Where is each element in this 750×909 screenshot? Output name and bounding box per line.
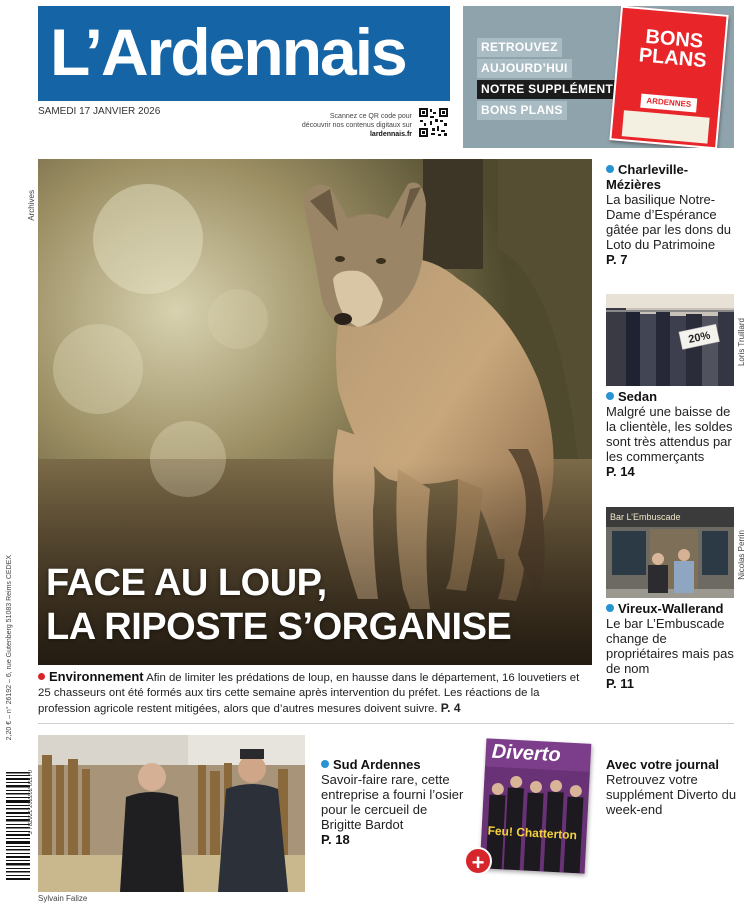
story-text: Savoir-faire rare, cette entreprise a fourni l’osier pour le cercueil de Brigitte Bardot xyxy=(321,772,464,832)
red-bullet-icon xyxy=(38,673,45,680)
story-page-ref: P. 11 xyxy=(606,676,634,691)
promo-line: RETROUVEZ xyxy=(477,38,562,57)
story-kicker-text: Sedan xyxy=(618,389,658,404)
lead-text: Afin de limiter les prédations de loup, en hausse dans le département, 16 louvetiers et 25 chasseurs ont été formés aux tirs cette semaine après intervention du préfet. Les réactions de la profession agricole restent mitigées, alors que d’autres mesures doivent suivre. xyxy=(38,672,580,715)
story-page-ref: P. 18 xyxy=(321,832,350,847)
story-kicker-text: Vireux-Wallerand xyxy=(618,601,724,616)
headline-line: LA RIPOSTE S’ORGANISE xyxy=(46,606,512,648)
blue-bullet-icon xyxy=(606,604,614,612)
bar-sign: Bar L’Embuscade xyxy=(610,512,681,522)
qr-site: lardennais.fr xyxy=(369,131,412,138)
story-text: Le bar L’Embuscade change de propriétaires mais pas de nom xyxy=(606,616,734,676)
sidebar-story-charleville[interactable] xyxy=(606,162,736,267)
barcode-number: 3 782921 202202 01170 xyxy=(28,770,34,835)
story-text: La basilique Notre-Dame d’Espérance gâtée par les dons du Loto du Patrimoine xyxy=(606,192,732,252)
band-photo xyxy=(480,766,590,873)
diverto-title: Diverto xyxy=(491,740,562,767)
supplement-text: Retrouvez votre supplément Diverto du week-end xyxy=(606,772,737,817)
lead-page-ref: P. 4 xyxy=(440,701,461,715)
qr-caption xyxy=(300,112,412,139)
diverto-band-name: Feu! Chatterton xyxy=(487,823,578,843)
diverto-magazine-cover[interactable] xyxy=(480,738,592,873)
wicker-workshop-photo[interactable] xyxy=(38,735,305,892)
story-kicker xyxy=(606,162,736,192)
blue-bullet-icon xyxy=(321,760,329,768)
masthead-title: L’Ardennais xyxy=(50,15,406,89)
bons-plans-magazine-cover xyxy=(609,6,728,148)
hero-photo[interactable] xyxy=(38,159,592,665)
plus-icon[interactable]: + xyxy=(464,847,492,875)
sidebar-story-vireux[interactable] xyxy=(606,601,736,691)
lead-kicker: Environnement xyxy=(49,669,144,684)
main-headline[interactable] xyxy=(46,561,511,649)
qr-code-icon[interactable] xyxy=(418,107,449,138)
story-kicker xyxy=(321,757,471,772)
promo-line: AUJOURD’HUI xyxy=(477,59,572,78)
story-page-ref: P. 14 xyxy=(606,464,635,479)
story-text: Malgré une baisse de la clientèle, les soldes sont très attendus par les commerçants xyxy=(606,404,733,464)
issue-date: SAMEDI 17 JANVIER 2026 xyxy=(38,106,161,117)
magazine-ad-strip xyxy=(622,110,710,143)
blue-bullet-icon xyxy=(606,165,614,173)
magazine-tag: ARDENNES xyxy=(640,94,697,113)
photo-credit: Nicolas Perrin xyxy=(737,530,746,580)
discount-tag: 20% xyxy=(687,329,712,346)
sedan-shop-photo[interactable] xyxy=(606,294,734,386)
clothes-rack-photo xyxy=(606,294,734,386)
story-kicker xyxy=(606,389,736,404)
promo-line: BONS PLANS xyxy=(477,101,567,120)
hero-photo-credit: Archives xyxy=(27,190,36,221)
lead-article[interactable] xyxy=(38,669,592,717)
blue-bullet-icon xyxy=(606,392,614,400)
story-page-ref: P. 7 xyxy=(606,252,628,267)
qr-caption-text: Scannez ce QR code pour découvrir nos contenus digitaux sur xyxy=(301,113,412,129)
price-address-line: 2,20 € – n° 26192 – 6, rue Gutenberg 51083 Reims CEDEX xyxy=(6,555,13,741)
bons-plans-promo[interactable] xyxy=(463,6,734,148)
headline-line: FACE AU LOUP, xyxy=(46,562,327,604)
bottom-story-sud-ardennes[interactable] xyxy=(321,757,471,847)
divider xyxy=(38,723,734,724)
story-kicker-text: Charleville-Mézières xyxy=(606,162,689,192)
masthead[interactable] xyxy=(38,6,450,101)
story-kicker-text: Sud Ardennes xyxy=(333,757,421,772)
bottom-photo-credit: Sylvain Falize xyxy=(38,894,88,903)
vireux-bar-photo[interactable] xyxy=(606,507,734,598)
story-kicker xyxy=(606,601,736,616)
two-men-photo xyxy=(38,735,305,892)
photo-credit: Loris Truillard xyxy=(737,318,746,367)
magazine-title: BONS PLANS xyxy=(637,25,708,73)
sidebar-story-sedan[interactable] xyxy=(606,389,736,479)
supplement-title: Avec votre journal xyxy=(606,757,719,772)
promo-line: NOTRE SUPPLÉMENT xyxy=(477,80,617,99)
diverto-supplement-note[interactable] xyxy=(606,757,738,817)
bar-storefront-photo xyxy=(606,507,734,598)
